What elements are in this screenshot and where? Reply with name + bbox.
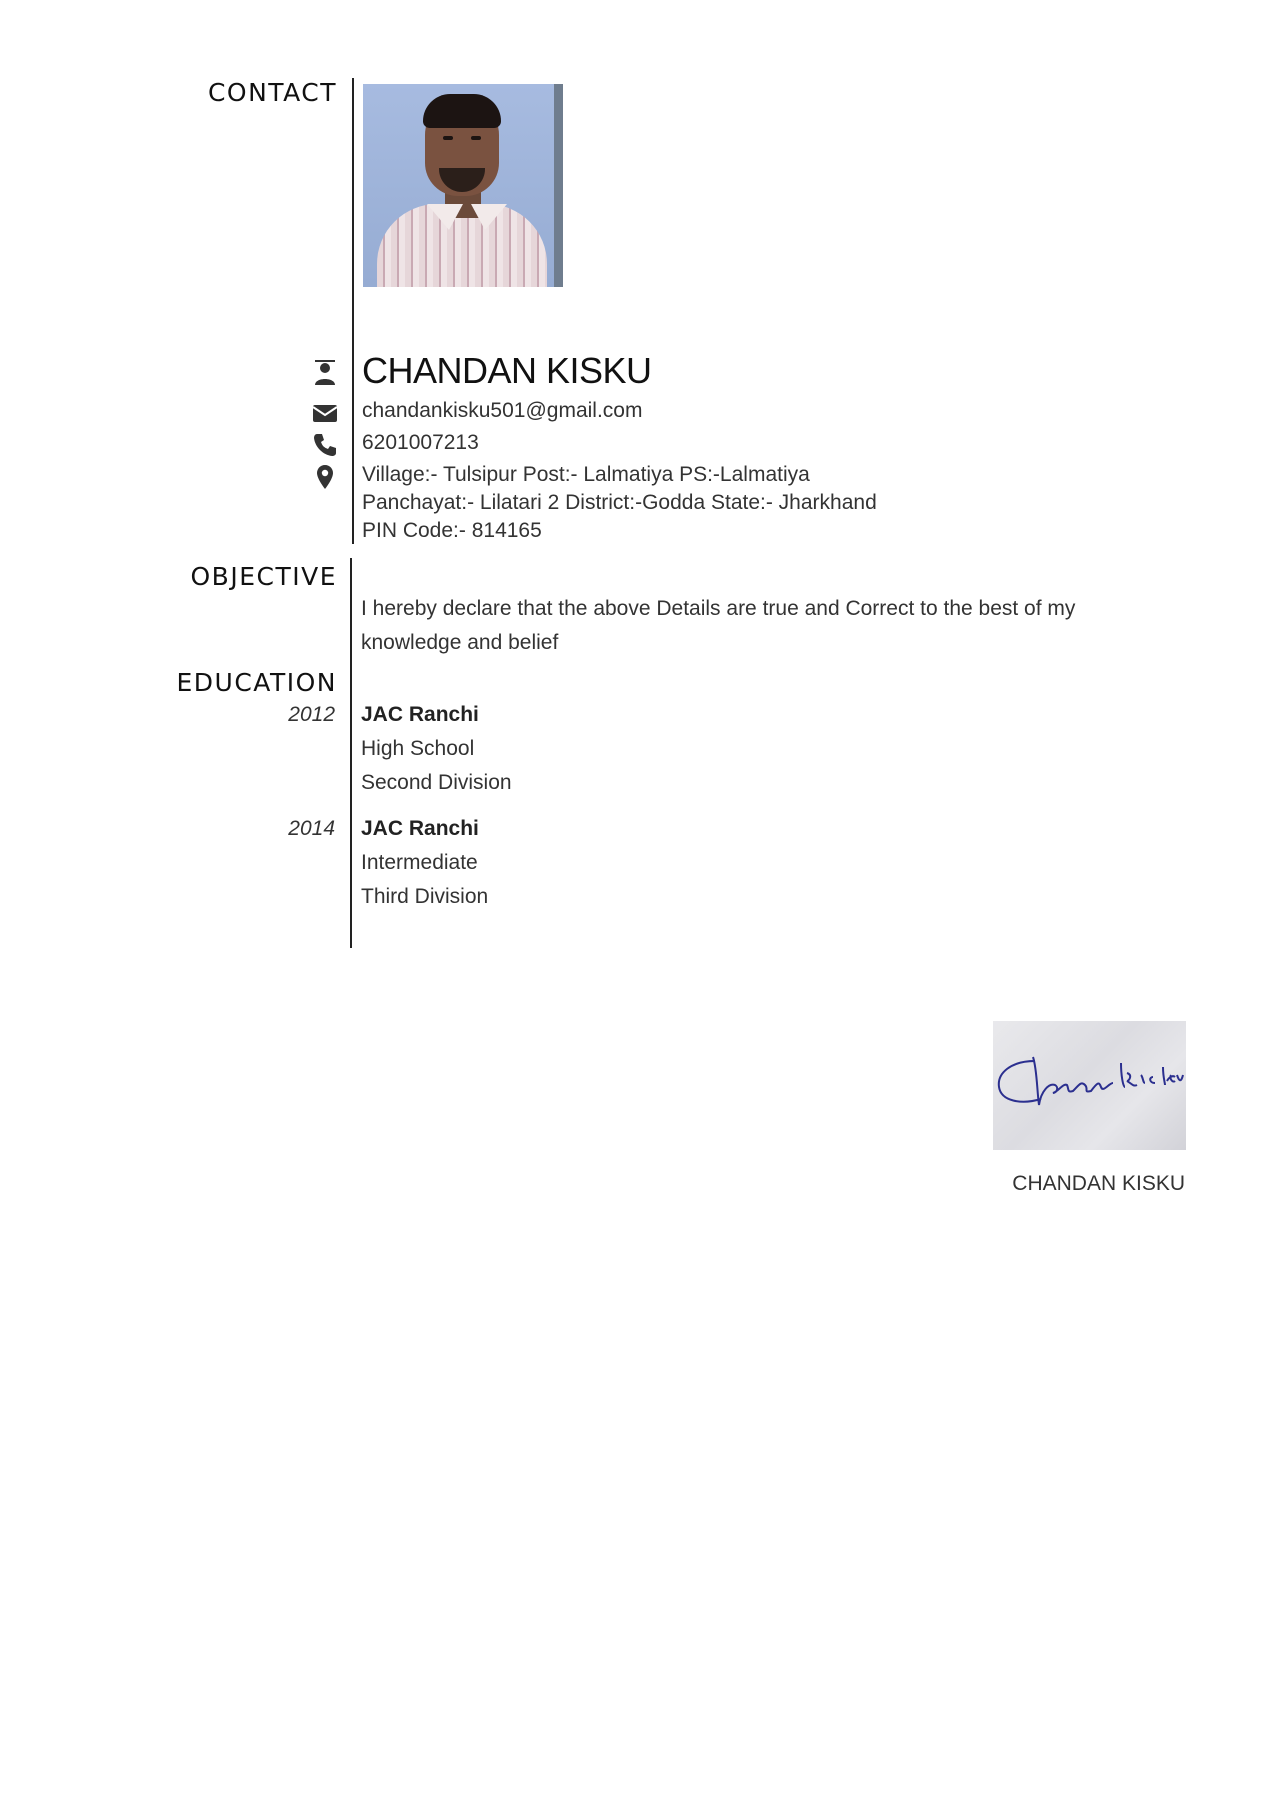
education-heading: EDUCATION [176,668,337,697]
contact-heading: CONTACT [207,78,337,107]
objective-education-divider [350,558,352,948]
email-text: chandankisku501@gmail.com [362,399,643,422]
signature-image [993,1021,1186,1150]
objective-heading: OBJECTIVE [190,562,337,591]
education-board: JAC Ranchi [361,703,479,726]
education-year: 2014 [288,817,335,840]
education-level: High School [361,737,475,760]
candidate-name: CHANDAN KISKU [362,350,652,391]
objective-text: I hereby declare that the above Details are true and Correct to the best of my knowledge and belief [361,597,1076,654]
education-entry [361,698,512,800]
education-entry [361,812,488,914]
education-level: Intermediate [361,851,478,874]
envelope-icon [312,400,338,426]
education-board: JAC Ranchi [361,817,479,840]
contact-divider [352,78,354,544]
profile-photo [363,84,563,287]
signature-name: CHANDAN KISKU [1012,1172,1185,1195]
education-result: Third Division [361,885,489,908]
education-result: Second Division [361,771,512,794]
education-year: 2012 [288,703,335,726]
address-text: Village:- Tulsipur Post:- Lalmatiya PS:-Lalmatiya Panchayat:- Lilatari 2 District:-Godda State:- Jharkhand PIN Code:- 814165 [362,463,877,542]
location-pin-icon [312,464,338,490]
phone-icon [312,432,338,458]
phone-text: 6201007213 [362,431,479,454]
person-icon [312,360,338,386]
